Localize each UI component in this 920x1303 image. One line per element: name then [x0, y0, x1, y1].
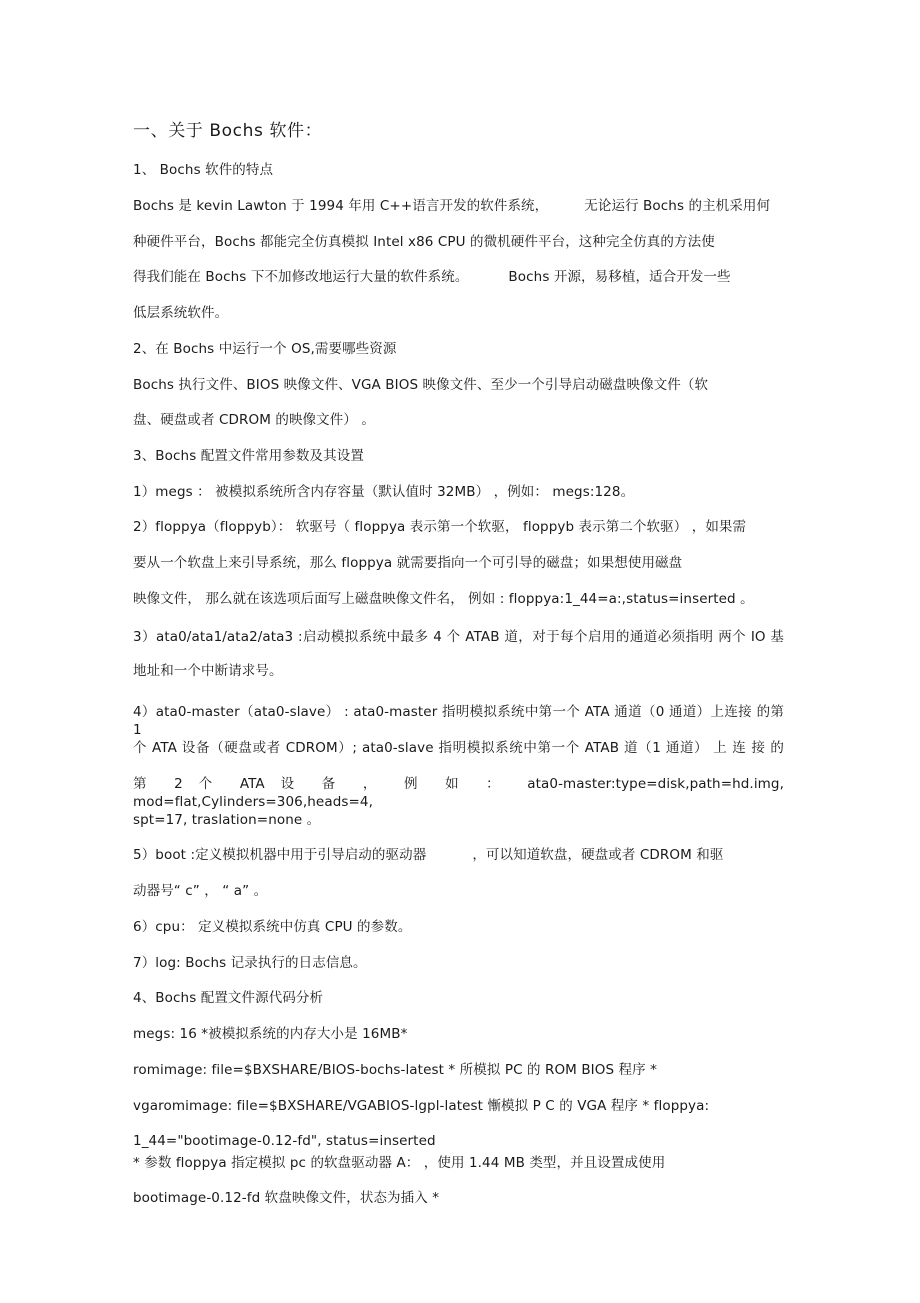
- config-line-floppya: 1_44="bootimage-0.12-fd", status=inserted: [133, 1133, 436, 1149]
- param-ata0-master-line-3: 第 2 个 ATA 设 备 ， 例 如 ： ata0-master:type=disk,path=hd.img, mod=flat,Cylinders=306,heads=4,: [133, 776, 784, 810]
- document-heading: 一、关于 Bochs 软件：: [133, 121, 323, 141]
- config-comment-line-1: * 参数 floppya 指定模拟 pc 的软盘驱动器 A： ，使用 1.44 MB 类型，并且设置成使用: [133, 1155, 666, 1171]
- param-boot-line-2: 动器号“ c” ， “ a” 。: [133, 883, 268, 899]
- param-megs: 1）megs ： 被模拟系统所含内存容量（默认值时 32MB） ，例如： megs:128。: [133, 484, 635, 500]
- section-1-title: 1、 Bochs 软件的特点: [133, 162, 274, 178]
- section-2-title: 2、在 Bochs 中运行一个 OS,需要哪些资源: [133, 341, 397, 357]
- param-ata0-master-line-1: 4）ata0-master（ata0-slave） : ata0-master 指明模拟系统中第一个 ATA 通道（0 通道）上连接 的第 1: [133, 704, 784, 738]
- section-1-line-2: 种硬件平台，Bochs 都能完全仿真模拟 Intel x86 CPU 的微机硬件平台，这种完全仿真的方法使: [133, 234, 715, 250]
- param-ata-line-2: 地址和一个中断请求号。: [133, 663, 283, 679]
- param-ata-line-1: 3）ata0/ata1/ata2/ata3 :启动模拟系统中最多 4 个 ATAB 道，对于每个启用的通道必须指明 两个 IO 基: [133, 629, 784, 645]
- config-line-megs: megs: 16 *被模拟系统的内存大小是 16MB*: [133, 1026, 408, 1042]
- param-floppya-line-1: 2）floppya（floppyb）： 软驱号（ floppya 表示第一个软驱， floppyb 表示第二个软驱） ，如果需: [133, 519, 747, 535]
- param-floppya-line-3: 映像文件， 那么就在该选项后面写上磁盘映像文件名， 例如 : floppya:1_44=a:,status=inserted 。: [133, 591, 754, 607]
- section-4-title: 4、Bochs 配置文件源代码分析: [133, 990, 324, 1006]
- config-line-romimage: romimage: file=$BXSHARE/BIOS-bochs-latest * 所模拟 PC 的 ROM BIOS 程序 *: [133, 1062, 657, 1078]
- section-1-line-4: 低层系统软件。: [133, 305, 229, 321]
- config-line-vgaromimage: vgaromimage: file=$BXSHARE/VGABIOS-lgpl-latest 慚模拟 P C 的 VGA 程序 * floppya:: [133, 1098, 710, 1114]
- section-3-title: 3、Bochs 配置文件常用参数及其设置: [133, 448, 364, 464]
- param-boot-line-1: 5）boot :定义模拟机器中用于引导启动的驱动器 ，可以知道软盘，硬盘或者 CDROM 和驱: [133, 847, 724, 863]
- param-ata0-master-line-2: 个 ATA 设备（硬盘或者 CDROM）; ata0-slave 指明模拟系统中第一个 ATAB 道（1 通道） 上 连 接 的: [133, 740, 784, 756]
- section-2-line-2: 盘、硬盘或者 CDROM 的映像文件） 。: [133, 412, 375, 428]
- section-2-line-1: Bochs 执行文件、BIOS 映像文件、VGA BIOS 映像文件、至少一个引导启动磁盘映像文件（软: [133, 377, 709, 393]
- config-comment-line-2: bootimage-0.12-fd 软盘映像文件，状态为插入 *: [133, 1190, 440, 1206]
- param-floppya-line-2: 要从一个软盘上来引导系统，那么 floppya 就需要指向一个可引导的磁盘；如果想使用磁盘: [133, 555, 683, 571]
- section-1-line-1: Bochs 是 kevin Lawton 于 1994 年用 C++语言开发的软件系统， 无论运行 Bochs 的主机采用何: [133, 198, 771, 214]
- param-log: 7）log: Bochs 记录执行的日志信息。: [133, 955, 367, 971]
- section-1-line-3: 得我们能在 Bochs 下不加修改地运行大量的软件系统。 Bochs 开源，易移植，适合开发一些: [133, 269, 731, 285]
- param-ata0-master-line-4: spt=17, traslation=none 。: [133, 812, 321, 828]
- param-cpu: 6）cpu： 定义模拟系统中仿真 CPU 的参数。: [133, 919, 412, 935]
